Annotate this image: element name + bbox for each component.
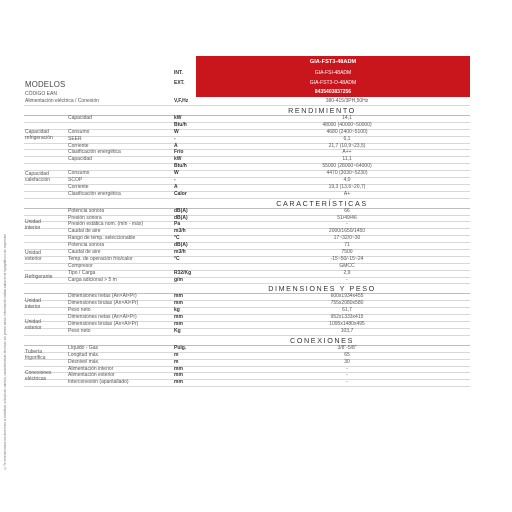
spec-value: 51/49/46 [337, 214, 357, 221]
block-tuberia [24, 346, 470, 367]
spec-value: 65 [344, 351, 350, 358]
spec-unit: m3/h [174, 228, 186, 235]
model-name-cell: GIA-FST3-48ADM [196, 56, 470, 68]
spec-value: - [346, 276, 348, 283]
spec-row [24, 116, 470, 123]
spec-value: 66 [344, 207, 350, 214]
spec-value: 2,9 [343, 269, 351, 276]
spec-value: A+ [343, 190, 351, 197]
block-cap-calef [24, 157, 470, 198]
spec-unit: A [174, 142, 178, 149]
spec-label: Tipo / Carga [68, 269, 96, 276]
spec-unit: Btu/h [174, 121, 187, 128]
model-header-row [24, 56, 470, 68]
spec-label: Capacidad [68, 115, 92, 121]
spec-value: A++ [342, 149, 352, 156]
spec-label: Potencia sonora [68, 207, 105, 214]
spec-unit: kW [174, 115, 182, 121]
int-label: INT. [174, 70, 183, 76]
block-car-exterior [24, 243, 470, 271]
spec-unit: Btu/h [174, 163, 187, 170]
spec-unit: mm [174, 321, 183, 328]
spec-value: 4470 (3030~5230) [326, 170, 368, 177]
spec-value: 2000/1650/1450 [328, 228, 366, 235]
block-refrigerante [24, 271, 470, 285]
group-label-line: Refrigerante [25, 274, 53, 281]
spec-label: Clasificación energética [68, 149, 121, 156]
ext-label: EXT. [174, 80, 185, 86]
spec-unit: kg [174, 307, 180, 314]
spec-unit: mm [174, 365, 183, 372]
spec-unit: mm [174, 314, 183, 321]
group-label [25, 370, 51, 382]
spec-row [24, 192, 470, 199]
group-label [25, 171, 50, 183]
spec-label: Dimensiones brutas (An×Al×Pr) [68, 321, 139, 328]
spec-label: Rango de temp. seleccionable [68, 235, 136, 242]
ean-value: 8435403837256 [196, 88, 470, 97]
group-label-line: Unidad [25, 298, 41, 305]
group-label-line: exterior [25, 255, 42, 262]
spec-label: SCOP [68, 177, 83, 184]
power-row [24, 97, 470, 106]
spec-label: Alimentación exterior [68, 372, 115, 379]
spec-unit: W [174, 128, 179, 135]
int-value: GIA-FSI-48ADM [196, 68, 470, 78]
spec-unit: Frío [174, 149, 184, 156]
group-label [25, 250, 42, 262]
spec-label: Consumo [68, 128, 90, 135]
spec-unit: m3/h [174, 249, 186, 256]
spec-label: SEER [68, 135, 82, 142]
spec-unit: A [174, 183, 178, 190]
spec-unit: R32/Kg [174, 269, 192, 276]
spec-value: 21,7 (10,9~23,5) [328, 142, 366, 149]
section-title: DIMENSIONES Y PESO [268, 284, 376, 294]
section-title: CARACTERÍSTICAS [276, 198, 368, 208]
ean-label: CÓDIGO EAN [25, 91, 57, 97]
spec-unit: mm [174, 293, 183, 300]
block-cap-refrig [24, 116, 470, 157]
spec-value: - [346, 221, 348, 228]
spec-label: Caudal de aire [68, 228, 101, 235]
spec-row [24, 380, 470, 387]
spec-label: Corriente [68, 142, 89, 149]
spec-label: Peso neto [68, 307, 91, 314]
spec-unit: mm [174, 379, 183, 386]
group-label [25, 274, 53, 280]
power-label: Alimentación eléctrica / Conexión [25, 98, 99, 104]
spec-value: 11,1 [342, 156, 352, 163]
spec-row [24, 278, 470, 285]
spec-value: 17~32/0~30 [333, 235, 361, 242]
group-label [25, 129, 53, 141]
spec-value: 600x1934x455 [330, 293, 364, 300]
spec-label: Líquido - Gas [68, 344, 99, 351]
group-label-line: Capacidad [25, 170, 49, 177]
spec-row [24, 329, 470, 336]
spec-value: 4,0 [343, 177, 351, 184]
spec-value: GMCC [339, 262, 355, 269]
spec-row [24, 137, 470, 144]
group-label [25, 319, 42, 331]
spec-label: Carga adicional > 5 m [68, 276, 117, 283]
spec-label: Interconexión (apantallado) [68, 379, 129, 386]
spec-unit: °C [174, 235, 180, 242]
spec-value: - [346, 372, 348, 379]
spec-value: 6,1 [343, 135, 351, 142]
power-unit: V,F,Hz [174, 98, 189, 104]
block-dim-exterior [24, 315, 470, 336]
spec-unit: g/m [174, 276, 183, 283]
spec-value: - [346, 379, 348, 386]
spec-unit: m [174, 358, 179, 365]
spec-row [24, 157, 470, 164]
spec-value: 4680 (2400~5100) [326, 128, 368, 135]
spec-unit: kW [174, 156, 182, 163]
ext-value: GIA-FST3-O-48ADM [196, 78, 470, 88]
spec-label: Dimensiones netas (An×Al×Pr) [68, 314, 137, 321]
group-label [25, 349, 46, 361]
spec-value: 48000 (40000~50000) [322, 121, 372, 128]
spec-label: Temp. de operación frío/calor [68, 255, 133, 262]
section-title: CONEXIONES [290, 335, 354, 345]
spec-value: 61,7 [342, 307, 352, 314]
spec-row [24, 130, 470, 137]
spec-value: 30 [344, 358, 350, 365]
group-label-line: refrigeración [25, 135, 53, 142]
spec-value: 1095x1480x495 [329, 321, 365, 328]
section-title: RENDIMIENTO [288, 106, 356, 115]
spec-label: Consumo [68, 170, 90, 177]
spec-label: Presión estática nom. (mín - máx) [68, 221, 144, 228]
group-label-line: Unidad [25, 318, 41, 325]
spec-value: 755x2080x580 [330, 300, 364, 307]
spec-label: Presión sonora [68, 214, 102, 221]
spec-value: 55000 (28000~64000) [322, 163, 372, 170]
group-label-line: Tubería [25, 349, 43, 356]
spec-label: Dimensiones netas (An×Al×Pr) [68, 293, 137, 300]
spec-unit: dB(A) [174, 242, 188, 249]
spec-unit: - [174, 135, 176, 142]
spec-label: Desnivel máx. [68, 358, 100, 365]
group-label-line: interior [25, 224, 41, 231]
spec-label: Potencia sonora [68, 242, 105, 249]
spec-label: Corriente [68, 183, 89, 190]
int-row [24, 68, 470, 78]
spec-row [24, 171, 470, 178]
group-label-line: frigorífica [25, 355, 46, 362]
ean-row [24, 88, 470, 97]
spec-label: Peso neto [68, 327, 91, 334]
spec-row [24, 123, 470, 130]
spec-unit: m [174, 351, 179, 358]
spec-unit: Pulg. [174, 344, 187, 351]
spec-unit: °C [174, 255, 180, 262]
ext-row [24, 78, 470, 88]
spec-label: Clasificación energética [68, 190, 121, 197]
spec-unit: - [174, 177, 176, 184]
spec-row [24, 164, 470, 171]
block-dim-interior [24, 294, 470, 315]
spec-label: Longitud máx. [68, 351, 100, 358]
spec-value: 103,7 [340, 327, 354, 334]
spec-value: 3/8"-5/8" [337, 344, 357, 351]
spec-unit: dB(A) [174, 207, 188, 214]
models-title: MODELOS [25, 80, 66, 89]
group-label-line: Unidad [25, 218, 41, 225]
group-label [25, 298, 41, 310]
spec-value: 71 [344, 242, 350, 249]
block-car-interior [24, 209, 470, 243]
group-label-line: calefacción [25, 176, 51, 183]
spec-unit: mm [174, 372, 183, 379]
spec-label: Compresor [68, 262, 93, 269]
power-value: 380-415/3PH,50Hz [325, 98, 369, 104]
spec-unit: Pa [174, 221, 181, 228]
group-label-line: eléctricas [25, 376, 47, 383]
spec-unit: Kg [174, 327, 181, 334]
spec-value: 14,1 [342, 115, 352, 121]
spec-value: - [346, 365, 348, 372]
spec-label: Caudal de aire [68, 249, 101, 256]
group-label-line: Unidad [25, 249, 41, 256]
group-label [25, 219, 41, 231]
spec-value: 7500 [341, 249, 353, 256]
spec-label: Capacidad [68, 156, 92, 163]
spec-value: -15~50/-15~24 [330, 255, 364, 262]
spec-value: 952x1333x415 [330, 314, 364, 321]
spec-unit: dB(A) [174, 214, 188, 221]
group-label-line: exterior [25, 324, 42, 331]
spec-label: Dimensiones brutas (An×Al×Pr) [68, 300, 139, 307]
spec-unit: W [174, 170, 179, 177]
spec-row [24, 178, 470, 185]
spec-unit: mm [174, 300, 183, 307]
spec-label: Alimentación interior [68, 365, 114, 372]
spec-unit: Calor [174, 190, 187, 197]
side-disclaimer: ©Te reserva todos los derechos a modificar, a título de cambio, características técnicas sin previo aviso. Información válida salvo error tipográfico o de impresión [3, 233, 7, 470]
group-label-line: interior [25, 304, 41, 311]
spec-value: 19,3 (13,6~20,7) [328, 183, 366, 190]
group-label-line: Capacidad [25, 129, 49, 136]
block-conexiones-elec [24, 367, 470, 388]
group-label-line: Conexiones [25, 370, 52, 377]
spec-sheet [24, 56, 470, 387]
